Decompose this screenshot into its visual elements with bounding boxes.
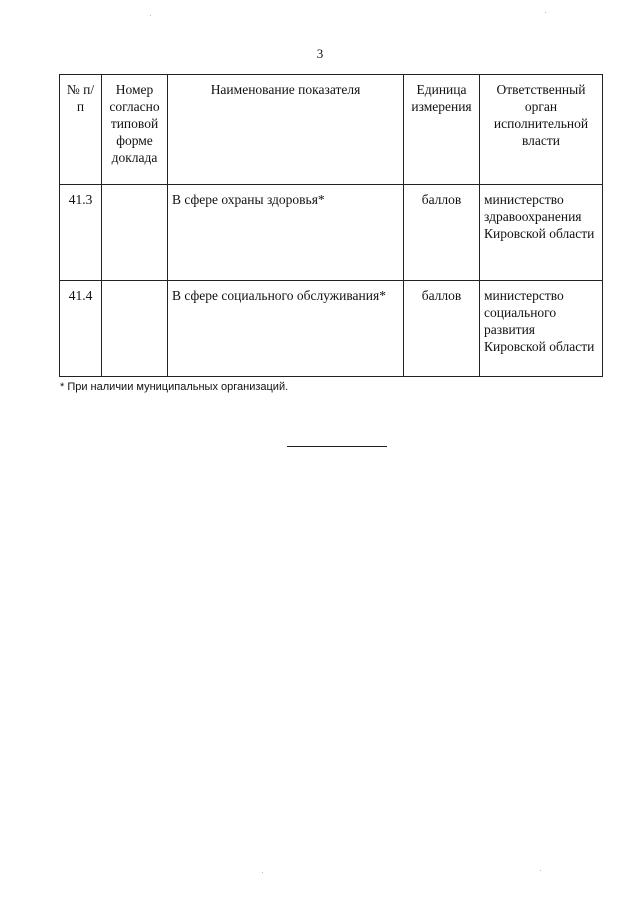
end-rule xyxy=(287,446,387,447)
footnote: * При наличии муниципальных организаций. xyxy=(60,381,289,393)
cell-indicator-name: В сфере охраны здоровья* xyxy=(168,185,404,281)
scan-speck xyxy=(150,15,151,16)
table-row xyxy=(60,281,603,377)
cell-number: 41.4 xyxy=(60,281,102,377)
scan-speck xyxy=(540,870,541,871)
header-authority: Ответственный орган исполнительной власти xyxy=(480,75,603,185)
cell-unit: баллов xyxy=(404,185,480,281)
indicators-table xyxy=(59,74,603,377)
cell-form-number xyxy=(102,185,168,281)
page-number: 3 xyxy=(316,46,324,61)
cell-indicator-name: В сфере социального обслуживания* xyxy=(168,281,404,377)
cell-authority: министерство социального развития Кировской области xyxy=(480,281,603,377)
header-indicator-name: Наименование показателя xyxy=(168,75,404,185)
cell-unit: баллов xyxy=(404,281,480,377)
cell-authority: министерство здравоохранения Кировской области xyxy=(480,185,603,281)
cell-number: 41.3 xyxy=(60,185,102,281)
header-unit: Единица измерения xyxy=(404,75,480,185)
header-number: № п/п xyxy=(60,75,102,185)
cell-form-number xyxy=(102,281,168,377)
header-form-number: Номер согласно типовой форме доклада xyxy=(102,75,168,185)
table-row xyxy=(60,185,603,281)
scan-speck xyxy=(545,12,546,13)
scan-speck xyxy=(262,872,263,873)
table-header-row xyxy=(60,75,603,185)
